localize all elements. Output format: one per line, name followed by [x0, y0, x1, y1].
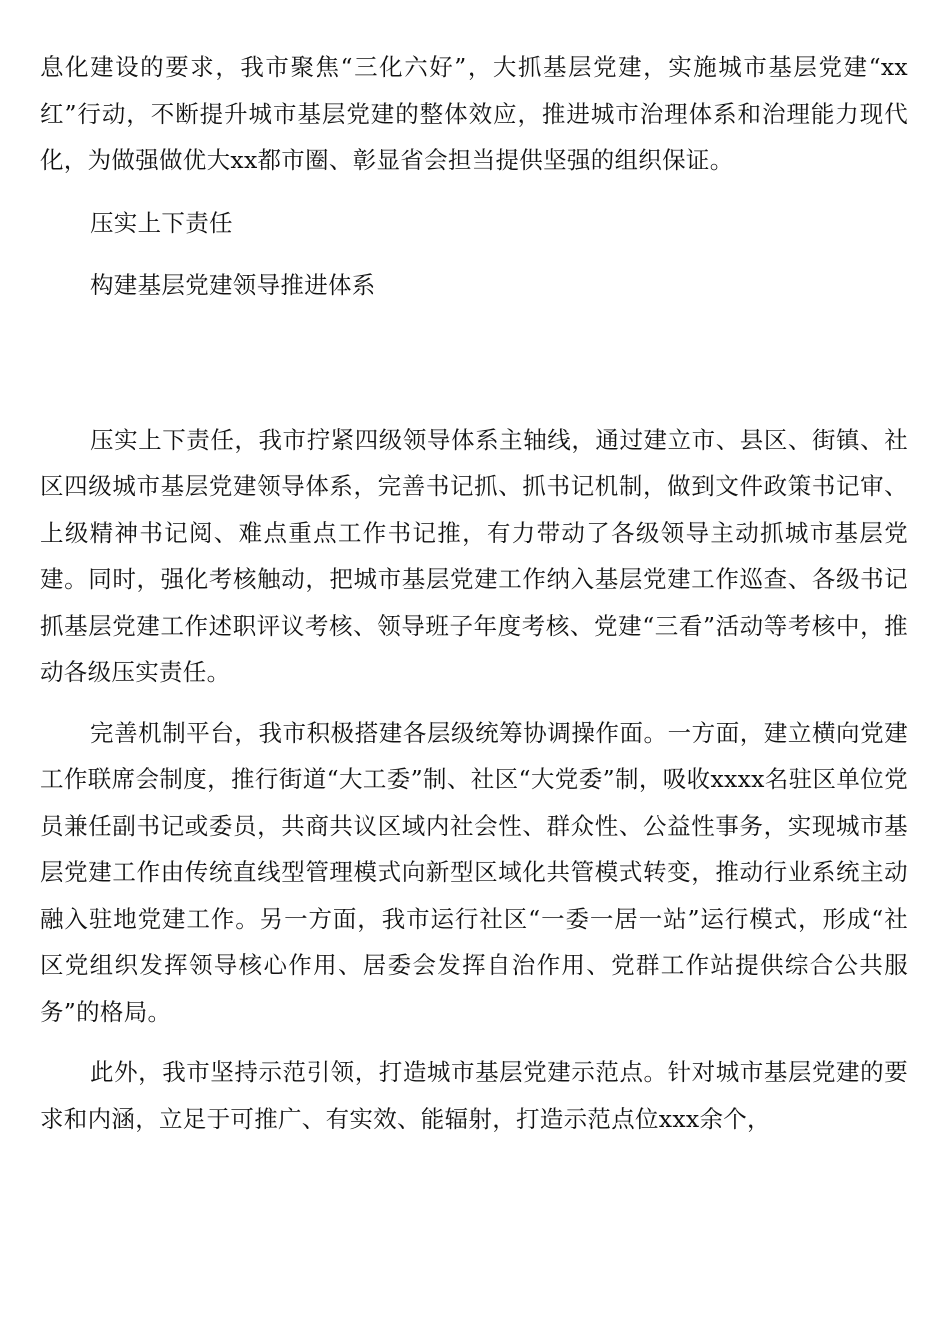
section-heading-responsibility: 压实上下责任 — [90, 208, 233, 237]
paragraph-intro: 息化建设的要求，我市聚焦“三化六好”，大抓基层党建，实施城市基层党建“xx红”行动，不断提升城市基层党建的整体效应，推进城市治理体系和治理能力现代化，为做强做优大xx都市圈、彰显省会担当提供坚强的组织保证。 — [40, 53, 908, 174]
document-page — [40, 44, 908, 1142]
section-heading-leadership-system: 构建基层党建领导推进体系 — [90, 271, 376, 299]
paragraph-mechanism: 完善机制平台，我市积极搭建各层级统筹协调操作面。一方面，建立横向党建工作联席会制度，推行街道“大工委”制、社区“大党委”制，吸收xxxx名驻区单位党员兼任副书记或委员，共商共议区域内社会性、群众性、公益性事务，实现城市基层党建工作由传统直线型管理模式向新型区域化共管模式转变，推动行业系统主动融入驻地党建工作。另一方面，我市运行社区“一委一居一站”运行模式，形成“社区党组织发挥领导核心作用、居委会发挥自治作用、党群工作站提供综合公共服务”的格局。 — [40, 718, 908, 1026]
paragraph-responsibility: 压实上下责任，我市拧紧四级领导体系主轴线，通过建立市、县区、街镇、社区四级城市基层党建领导体系，完善书记抓、抓书记机制，做到文件政策书记审、上级精神书记阅、难点重点工作书记推，有力带动了各级领导主动抓城市基层党建。同时，强化考核触动，把城市基层党建工作纳入基层党建工作巡查、各级书记抓基层党建工作述职评议考核、领导班子年度考核、党建“三看”活动等考核中，推动各级压实责任。 — [40, 425, 908, 686]
paragraph-demonstration: 此外，我市坚持示范引领，打造城市基层党建示范点。针对城市基层党建的要求和内涵，立足于可推广、有实效、能辐射，打造示范点位xxx余个， — [40, 1058, 908, 1133]
